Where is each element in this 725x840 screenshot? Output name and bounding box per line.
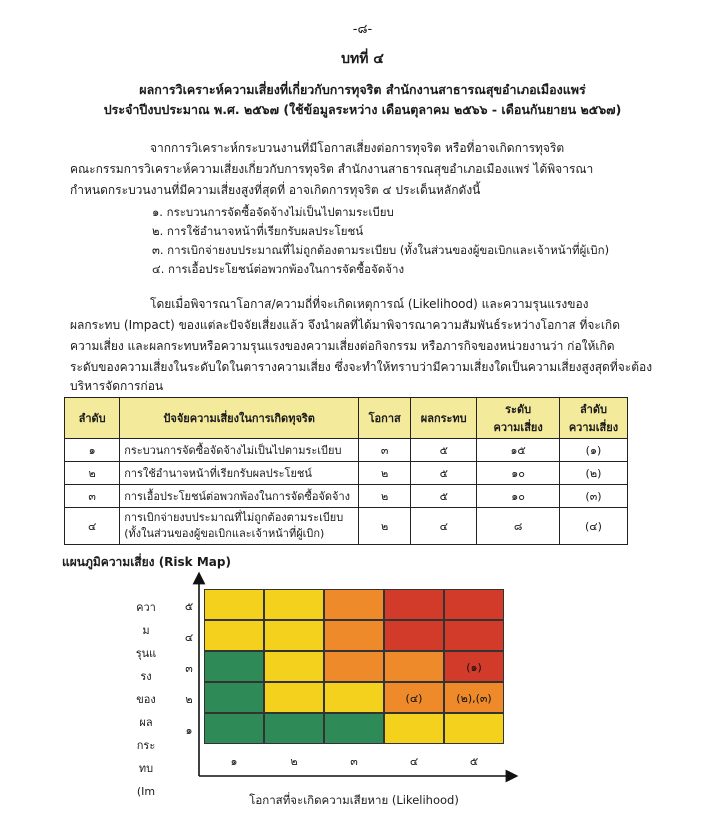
cell-order: ๒ <box>65 462 120 485</box>
risk-map-cell <box>204 589 264 620</box>
risk-map-x-label: โอกาสที่จะเกิดความเสียหาย (Likelihood) <box>249 793 459 807</box>
cell-likelihood: ๒ <box>359 485 411 508</box>
cell-rank: (๓) <box>559 485 627 508</box>
risk-map-cell <box>264 620 324 651</box>
cell-order: ๓ <box>65 485 120 508</box>
cell-level: ๑๐ <box>477 485 560 508</box>
y-label-line: ควา <box>136 601 156 614</box>
risk-map-cell <box>264 713 324 744</box>
cell-factor-line1: การเบิกจ่ายงบประมาณที่ไม่ถูกต้องตามระเบียบ <box>124 511 344 524</box>
cell-impact: ๔ <box>411 508 477 545</box>
cell-rank: (๑) <box>559 439 627 462</box>
risk-map-cell <box>384 620 444 651</box>
cell-factor: การใช้อำนาจหน้าที่เรียกรับผลประโยชน์ <box>120 462 359 485</box>
cell-level: ๑๕ <box>477 439 560 462</box>
y-label-line: รุนแ <box>135 647 157 660</box>
header-likelihood: โอกาส <box>359 398 411 439</box>
risk-map-cell <box>444 589 504 620</box>
risk-list-item: ๓. การเบิกจ่ายงบประมาณที่ไม่ถูกต้องตามระเบียบ (ทั้งในส่วนของผู้ขอเบิกและเจ้าหน้าที่ผู้เบิก) <box>152 243 610 257</box>
y-label-line: (Im <box>136 785 156 798</box>
chapter-heading: บทที่ ๔ <box>341 51 384 67</box>
analysis-line-2: ผลกระทบ (Impact) ของแต่ละปัจจัยเสี่ยงแล้ว จึงนำผลที่ได้มาพิจารณาความสัมพันธ์ระหว่างโอกาส ที่จะเกิด <box>70 318 620 332</box>
cell-likelihood: ๒ <box>359 508 411 545</box>
cell-impact: ๕ <box>411 462 477 485</box>
header-order: ลำดับ <box>65 398 120 439</box>
y-tick: ๓ <box>185 662 193 675</box>
risk-map-cell <box>444 651 504 682</box>
y-label-line: กระ <box>136 739 156 752</box>
risk-map-cell <box>324 620 384 651</box>
header-impact: ผลกระทบ <box>411 398 477 439</box>
cell-rank: (๒) <box>559 462 627 485</box>
cell-order: ๑ <box>65 439 120 462</box>
analysis-line-3: ความเสี่ยง และผลกระทบหรือความรุนแรงของความเสี่ยงต่อกิจกรรม หรือภารกิจของหน่วยงานว่า ก่อให้เกิด <box>70 339 615 353</box>
risk-map-marker: (๑) <box>466 660 482 674</box>
cell-factor: การเอื้อประโยชน์ต่อพวกพ้องในการจัดซื้อจัดจ้าง <box>120 485 359 508</box>
risk-map-marker: (๒),(๓) <box>456 691 492 705</box>
risk-map-cell <box>384 651 444 682</box>
cell-order: ๔ <box>65 508 120 545</box>
header-factor: ปัจจัยความเสี่ยงในการเกิดทุจริต <box>120 398 359 439</box>
cell-impact: ๕ <box>411 439 477 462</box>
cell-factor: กระบวนการจัดซื้อจัดจ้างไม่เป็นไปตามระเบียบ <box>120 439 359 462</box>
risk-map-cell <box>264 651 324 682</box>
risk-map-cell <box>444 713 504 744</box>
risk-map-title: แผนภูมิความเสี่ยง (Risk Map) <box>62 555 231 569</box>
cell-level: ๘ <box>477 508 560 545</box>
analysis-line-5: บริหารจัดการก่อน <box>70 379 164 393</box>
risk-map-cell <box>384 589 444 620</box>
y-tick: ๒ <box>185 693 193 706</box>
analysis-line-4: ระดับของความเสี่ยงในระดับใดในตารางความเสี่ยง ซึ่งจะทำให้ทราบว่ามีความเสี่ยงใดเป็นความเสี่ยงสูงสุดที่จะต้อง <box>70 360 653 374</box>
document-title-line1: ผลการวิเคราะห์ความเสี่ยงที่เกี่ยวกับการทุจริต สำนักงานสาธารณสุขอำเภอเมืองแพร่ <box>139 82 586 97</box>
header-rank-line2: ความเสี่ยง <box>568 421 619 434</box>
cell-likelihood: ๓ <box>359 439 411 462</box>
risk-map-cell <box>204 682 264 713</box>
cell-level: ๑๐ <box>477 462 560 485</box>
cell-factor-line2: (ทั้งในส่วนของผู้ขอเบิกและเจ้าหน้าที่ผู้เบิก) <box>124 527 325 540</box>
y-label-line: ม <box>142 624 150 637</box>
risk-map-cell <box>204 651 264 682</box>
document-title-line2: ประจำปีงบประมาณ พ.ศ. ๒๕๖๗ (ใช้ข้อมูลระหว่าง เดือนตุลาคม ๒๕๖๖ - เดือนกันยายน ๒๕๖๗) <box>103 102 622 117</box>
page-number: -๘- <box>352 22 373 37</box>
risk-list-item: ๑. กระบวนการจัดซื้อจัดจ้างไม่เป็นไปตามระเบียบ <box>152 205 394 219</box>
header-level-line2: ความเสี่ยง <box>493 421 543 434</box>
y-label-line: ของ <box>136 693 156 706</box>
risk-map-cell <box>384 713 444 744</box>
risk-map-cell <box>324 651 384 682</box>
risk-map-cell <box>324 682 384 713</box>
risk-map-cell <box>324 589 384 620</box>
y-label-line: รง <box>140 670 152 683</box>
x-tick: ๒ <box>290 755 298 768</box>
y-tick: ๑ <box>185 724 193 737</box>
risk-map-cell <box>324 713 384 744</box>
risk-map-cell <box>444 682 504 713</box>
x-tick: ๓ <box>350 755 358 768</box>
risk-list-item: ๒. การใช้อำนาจหน้าที่เรียกรับผลประโยชน์ <box>152 224 364 238</box>
header-level-line1: ระดับ <box>505 403 532 416</box>
x-tick: ๑ <box>230 755 238 768</box>
risk-list-item: ๔. การเอื้อประโยชน์ต่อพวกพ้องในการจัดซื้อจัดจ้าง <box>152 262 405 276</box>
y-label-line: ผล <box>139 716 153 729</box>
header-rank-line1: ลำดับ <box>579 403 607 416</box>
y-label-line: ทบ <box>138 762 154 775</box>
cell-likelihood: ๒ <box>359 462 411 485</box>
risk-map-cell <box>264 589 324 620</box>
y-tick: ๕ <box>184 600 194 613</box>
x-tick: ๕ <box>469 755 479 768</box>
y-tick: ๔ <box>184 631 194 644</box>
x-tick: ๔ <box>409 755 419 768</box>
intro-line-2: คณะกรรมการวิเคราะห์ความเสี่ยงเกี่ยวกับการทุจริต สำนักงานสาธารณสุขอำเภอเมืองแพร่ ได้พิจารณา <box>70 162 594 176</box>
risk-map-cell <box>204 620 264 651</box>
risk-map-cell <box>204 713 264 744</box>
risk-map-cell <box>384 682 444 713</box>
intro-line-3: กำหนดกระบวนงานที่มีความเสี่ยงสูงที่สุดที่ อาจเกิดการทุจริต ๔ ประเด็นหลักดังนี้ <box>70 183 481 197</box>
risk-map-cell <box>444 620 504 651</box>
risk-map-marker: (๔) <box>405 691 423 705</box>
analysis-line-1: โดยเมื่อพิจารณาโอกาส/ความถี่ที่จะเกิดเหตุการณ์ (Likelihood) และความรุนแรงของ <box>150 297 589 311</box>
risk-map-cell <box>264 682 324 713</box>
cell-impact: ๕ <box>411 485 477 508</box>
intro-line-1: จากการวิเคราะห์กระบวนงานที่มีโอกาสเสี่ยงต่อการทุจริต หรือที่อาจเกิดการทุจริต <box>150 141 565 155</box>
cell-rank: (๔) <box>559 508 627 545</box>
risk-map-grid <box>204 589 504 744</box>
